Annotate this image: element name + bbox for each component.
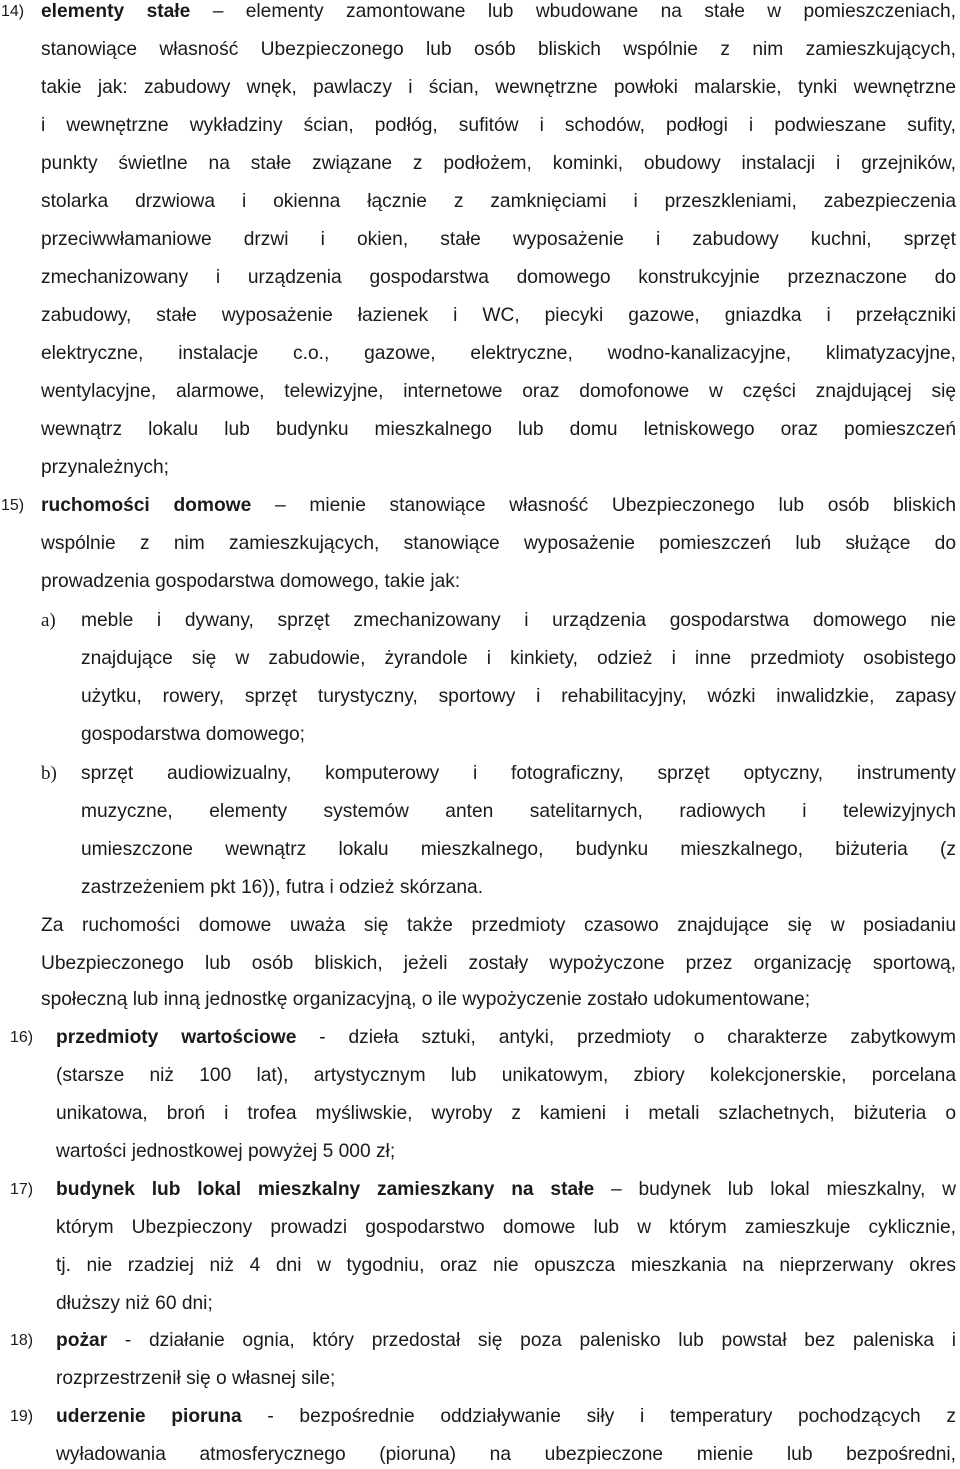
subitem-letter: a) xyxy=(41,610,56,631)
term-separator: - xyxy=(241,1406,300,1427)
definition-line: elektryczne, instalacje c.o., gazowe, elektryczne, wodno-kanalizacyjne, klimatyzacyjne, xyxy=(41,343,956,364)
defined-term: elementy stałe xyxy=(41,1,191,22)
subitem-line: użytku, rowery, sprzęt turystyczny, sportowy i rehabilitacyjny, wózki inwalidzkie, zapasy xyxy=(81,686,956,707)
term-separator: – xyxy=(190,1,246,22)
item-first-line xyxy=(41,494,956,518)
item-number: 17) xyxy=(10,1181,34,1198)
definition-line: którym Ubezpieczony prowadzi gospodarstwo domowe lub w którym zamieszkuje cyklicznie, xyxy=(56,1217,956,1238)
subitem-line: meble i dywany, sprzęt zmechanizowany i urządzenia gospodarstwa domowego nie xyxy=(81,610,956,631)
definition-line: (starsze niż 100 lat), artystycznym lub unikatowym, zbiory kolekcjonerskie, porcelana xyxy=(56,1065,956,1086)
item-first-line xyxy=(56,1405,956,1429)
definition-text: dzieła sztuki, antyki, przedmioty o charakterze zabytkowym xyxy=(348,1027,956,1048)
definition-line: przynależnych; xyxy=(41,457,169,478)
defined-term: budynek lub lokal mieszkalny zamieszkany na stałe xyxy=(56,1179,595,1200)
defined-term: uderzenie pioruna xyxy=(56,1406,242,1427)
definition-line: prowadzenia gospodarstwa domowego, takie jak: xyxy=(41,571,461,592)
definition-line: punkty świetlne na stałe związane z podłożem, kominki, obudowy instalacji i grzejników, xyxy=(41,153,956,174)
term-separator: - xyxy=(107,1330,149,1351)
item-number: 18) xyxy=(10,1332,34,1349)
definition-line: zabudowy, stałe wyposażenie łazienek i WC, piecyki gazowe, gniazdka i przełączniki xyxy=(41,305,956,326)
subitem-line: zastrzeżeniem pkt 16)), futra i odzież skórzana. xyxy=(81,877,484,898)
subitem-letter: b) xyxy=(41,763,57,784)
definition-line: stanowiące własność Ubezpieczonego lub osób bliskich wspólnie z nim zamieszkujących, xyxy=(41,39,956,60)
definition-line: wyładowania atmosferycznego (pioruna) na ubezpieczone mienie lub bezpośredni, xyxy=(56,1444,956,1465)
definition-line: przeciwwłamaniowe drzwi i okien, stałe wyposażenie i zabudowy kuchni, sprzęt xyxy=(41,229,956,250)
defined-term: przedmioty wartościowe xyxy=(56,1027,297,1048)
definition-line: stolarka drzwiowa i okienna łącznie z zamknięciami i przeszkleniami, zabezpieczenia xyxy=(41,191,956,212)
item-number: 14) xyxy=(1,3,25,20)
definition-text: działanie ognia, który przedostał się poza palenisko lub powstał bez paleniska i xyxy=(148,1330,956,1351)
definition-line: rozprzestrzenił się o własnej sile; xyxy=(56,1368,336,1389)
term-separator: - xyxy=(296,1027,349,1048)
definition-line: dłuższy niż 60 dni; xyxy=(56,1293,213,1314)
definition-line: wentylacyjne, alarmowe, telewizyjne, internetowe oraz domofonowe w części znajdującej się xyxy=(41,381,956,402)
definition-text: mienie stanowiące własność Ubezpieczonego lub osób bliskich xyxy=(309,495,957,516)
item-number: 15) xyxy=(1,497,25,514)
subitem-line: muzyczne, elementy systemów anten satelitarnych, radiowych i telewizyjnych xyxy=(81,801,956,822)
definition-line: wewnątrz lokalu lub budynku mieszkalnego lub domu letniskowego oraz pomieszczeń xyxy=(41,419,956,440)
item-first-line xyxy=(56,1178,956,1202)
definition-line: i wewnętrzne wykładziny ścian, podłóg, sufitów i schodów, podłogi i podwieszane sufity, xyxy=(41,115,956,136)
item-first-line xyxy=(56,1026,956,1050)
definition-line: unikatowa, broń i trofea myśliwskie, wyroby z kamieni i metali szlachetnych, biżuteria o xyxy=(56,1103,956,1124)
item-number: 19) xyxy=(10,1408,34,1425)
definition-line: zmechanizowany i urządzenia gospodarstwa domowego konstrukcyjnie przeznaczone do xyxy=(41,267,956,288)
definition-text: elementy zamontowane lub wbudowane na stałe w pomieszczeniach, xyxy=(245,1,956,22)
subitem-line: umieszczone wewnątrz lokalu mieszkalnego, budynku mieszkalnego, biżuteria (z xyxy=(81,839,956,860)
term-separator: – xyxy=(594,1179,639,1200)
item-first-line xyxy=(56,1329,956,1353)
defined-term: pożar xyxy=(56,1330,108,1351)
item-number: 16) xyxy=(10,1029,34,1046)
item-first-line xyxy=(41,0,956,24)
definition-line: wartości jednostkowej powyżej 5 000 zł; xyxy=(56,1141,396,1162)
closing-line: Ubezpieczonego lub osób bliskich, jeżeli zostały wypożyczone przez organizację sportową, xyxy=(41,953,956,974)
definition-line: tj. nie rzadziej niż 4 dni w tygodniu, oraz nie opuszcza mieszkania na nieprzerwany okres xyxy=(56,1255,956,1276)
term-separator: – xyxy=(251,495,310,516)
defined-term: ruchomości domowe xyxy=(41,495,252,516)
subitem-line: znajdujące się w zabudowie, żyrandole i kinkiety, odzież i inne przedmioty osobistego xyxy=(81,648,956,669)
definition-line: wspólnie z nim zamieszkujących, stanowiące wyposażenie pomieszczeń lub służące do xyxy=(41,533,956,554)
definition-text: budynek lub lokal mieszkalny, w xyxy=(638,1179,956,1200)
closing-line: społeczną lub inną jednostkę organizacyjną, o ile wypożyczenie zostało udokumentowane; xyxy=(41,989,811,1010)
closing-line: Za ruchomości domowe uważa się także przedmioty czasowo znajdujące się w posiadaniu xyxy=(41,915,956,936)
subitem-line: sprzęt audiowizualny, komputerowy i fotograficzny, sprzęt optyczny, instrumenty xyxy=(81,763,956,784)
definition-line: takie jak: zabudowy wnęk, pawlaczy i ścian, wewnętrzne powłoki malarskie, tynki wewnętrzne xyxy=(41,77,956,98)
subitem-line: gospodarstwa domowego; xyxy=(81,724,305,745)
definition-text: bezpośrednie oddziaływanie siły i temperatury pochodzących z xyxy=(299,1406,956,1427)
